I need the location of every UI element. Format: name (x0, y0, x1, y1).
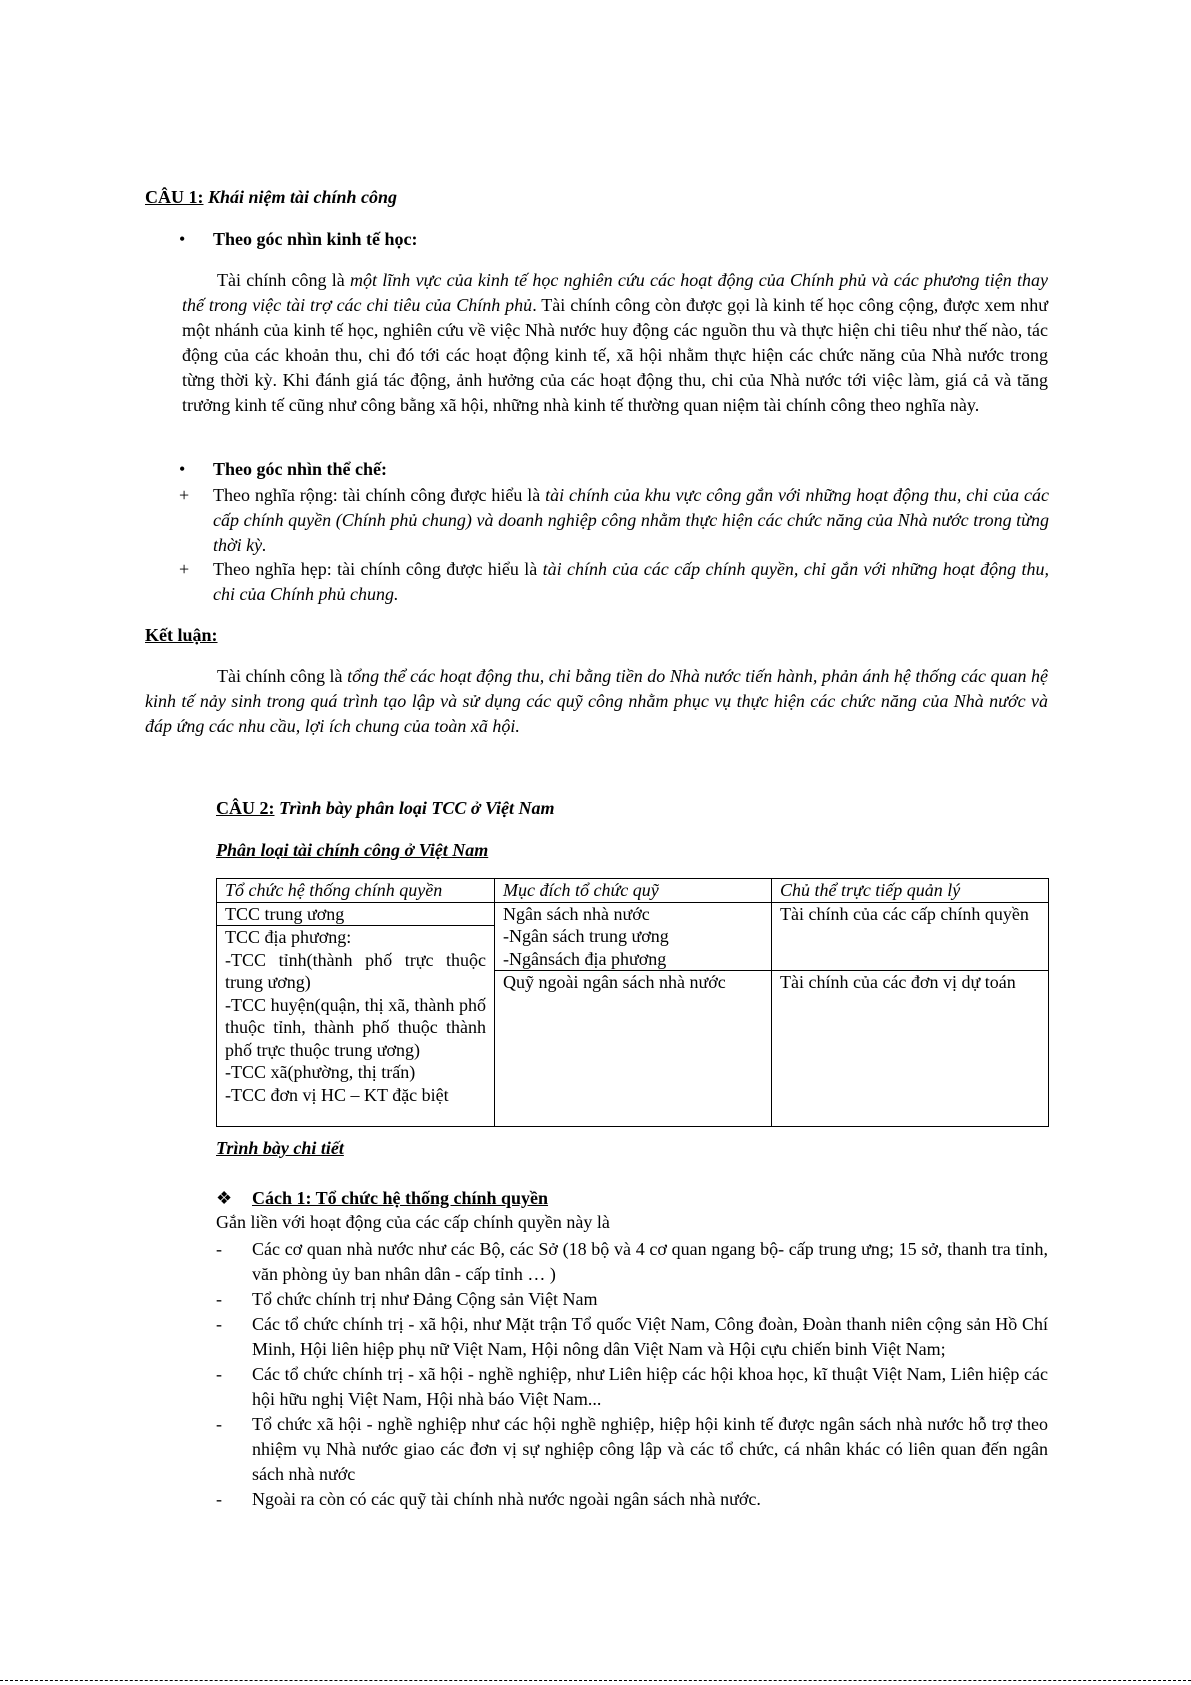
q1-bullet2-heading: Theo góc nhìn thể chế: (213, 459, 388, 479)
table-header-row (217, 879, 1049, 903)
bullet-icon: • (179, 229, 186, 249)
q1-bullet-institutional (179, 457, 1049, 482)
q2-subtitle: Phân loại tài chính công ở Việt Nam (216, 840, 489, 860)
q1-plus-broad: + Theo nghĩa rộng: tài chính công được hiểu là tài chính của khu vực công gắn với những hoạt động thu, chi của các cấp chính quyền (Chính phủ chung) và doanh nghiệp công nhằm thực hiện các chức năng của Nhà nước trong từng thời kỳ. (179, 485, 1049, 555)
q1-title: Khái niệm tài chính công (208, 187, 398, 207)
table-cell: Ngân sách nhà nước -Ngân sách trung ương -Ngânsách địa phương (495, 902, 772, 971)
table-cell: TCC địa phương: -TCC tỉnh(thành phố trực thuộc trung ương) -TCC huyện(quận, thị xã, thành phố thuộc tỉnh, thành phố thuộc thành phố trực thuộc trung ương) -TCC xã(phường, thị trấn) -TCC đơn vị HC – KT đặc biệt (217, 926, 495, 1127)
dash-icon: - (216, 1364, 222, 1384)
q2-method1-list (216, 1237, 1048, 1512)
q1-plus-narrow: + Theo nghĩa hẹp: tài chính công được hiểu là tài chính của các cấp chính quyền, chỉ gắn với những hoạt động thu, chi của Chính phủ chung. (179, 559, 1049, 604)
table-cell: TCC trung ương (217, 902, 495, 926)
dash-icon: - (216, 1314, 222, 1334)
list-item: - Ngoài ra còn có các quỹ tài chính nhà nước ngoài ngân sách nhà nước. (216, 1487, 1048, 1512)
q2-title: Trình bày phân loại TCC ở Việt Nam (274, 798, 555, 818)
list-item: - Các tổ chức chính trị - xã hội - nghề nghiệp, như Liên hiệp các hội khoa học, kĩ thuật Việt Nam, Liên hiệp các hội hữu nghị Việt Nam, Hội nhà báo Việt Nam... (216, 1364, 1048, 1409)
q2-method1-heading (216, 1186, 548, 1211)
q1-paragraph-economics: Tài chính công là một lĩnh vực của kinh tế học nghiên cứu các hoạt động của Chính phủ và các phương tiện thay thế trong việc tài trợ các chi tiêu của Chính phủ. Tài chính công còn được gọi là kinh tế học công cộng, được xem như một nhánh của kinh tế học, nghiên cứu về việc Nhà nước huy động các nguồn thu và thực hiện chi tiêu như thế nào, tác động của các khoản thu, chi đó tới các hoạt động kinh tế, xã hội nhằm thực hiện các chức năng của Nhà nước trong từng thời kỳ. Khi đánh giá tác động, ảnh hưởng của các hoạt động thu, chi của Nhà nước tới việc làm, giá cả và tăng trưởng kinh tế cũng như công bằng xã hội, những nhà kinh tế thường quan niệm tài chính công theo nghĩa này. (182, 270, 1048, 415)
table-header-cell: Tổ chức hệ thống chính quyền (217, 879, 495, 903)
list-item: - Các cơ quan nhà nước như các Bộ, các Sở (18 bộ và 4 cơ quan ngang bộ- cấp trung ưng; 15 sở, thanh tra tỉnh, văn phòng ủy ban nhân dân - cấp tỉnh … ) (216, 1239, 1048, 1284)
table-header-cell: Chủ thể trực tiếp quản lý (772, 879, 1049, 903)
table-row (217, 902, 1049, 926)
plus-icon: + (179, 485, 190, 505)
plus-icon: + (179, 559, 190, 579)
table-cell: Quỹ ngoài ngân sách nhà nước (495, 971, 772, 1127)
q1-conclusion-paragraph: Tài chính công là tổng thể các hoạt động thu, chi bằng tiền do Nhà nước tiến hành, phản ánh hệ thống các quan hệ kinh tế nảy sinh trong quá trình tạo lập và sử dụng các quỹ công nhằm phục vụ thực hiện các chức năng của Nhà nước và đáp ứng các nhu cầu, lợi ích chung của toàn xã hội. (145, 666, 1048, 736)
q1-conclusion-label: Kết luận: (145, 625, 218, 645)
q1-bullet-economics (179, 227, 1049, 252)
list-item: - Các tổ chức chính trị - xã hội, như Mặt trận Tổ quốc Việt Nam, Công đoàn, Đoàn thanh niên cộng sản Hồ Chí Minh, Hội liên hiệp phụ nữ Việt Nam, Hội nông dân Việt Nam và Hội cựu chiến binh Việt Nam; (216, 1314, 1048, 1359)
list-item: - Tổ chức xã hội - nghề nghiệp như các hội nghề nghiệp, hiệp hội kinh tế được ngân sách nhà nước hỗ trợ theo nhiệm vụ Nhà nước giao các đơn vị sự nghiệp công lập và các tổ chức, cá nhân khác có liên quan đến ngân sách nhà nước (216, 1414, 1048, 1484)
table-cell: Tài chính của các cấp chính quyền (772, 902, 1049, 971)
q2-method1-title: Cách 1: Tổ chức hệ thống chính quyền (252, 1188, 549, 1208)
q2-label: CÂU 2: (216, 798, 275, 818)
q1-label: CÂU 1: (145, 187, 204, 207)
bullet-icon: • (179, 459, 186, 479)
page-bottom-divider (0, 1680, 1191, 1683)
dash-icon: - (216, 1414, 222, 1434)
q2-detail-label: Trình bày chi tiết (216, 1138, 344, 1158)
dash-icon: - (216, 1289, 222, 1309)
diamond-bullet-icon: ❖ (216, 1188, 233, 1208)
dash-icon: - (216, 1239, 222, 1259)
q2-heading (216, 796, 555, 821)
list-item: - Tổ chức chính trị như Đảng Cộng sản Việt Nam (216, 1287, 1048, 1312)
dash-icon: - (216, 1489, 222, 1509)
table-cell: Tài chính của các đơn vị dự toán (772, 971, 1049, 1127)
q2-method1-intro: Gắn liền với hoạt động của các cấp chính quyền này là (216, 1212, 610, 1232)
classification-table (216, 878, 1049, 1127)
q1-heading (145, 185, 397, 210)
q1-bullet1-heading: Theo góc nhìn kinh tế học: (213, 229, 418, 249)
table-header-cell: Mục đích tổ chức quỹ (495, 879, 772, 903)
